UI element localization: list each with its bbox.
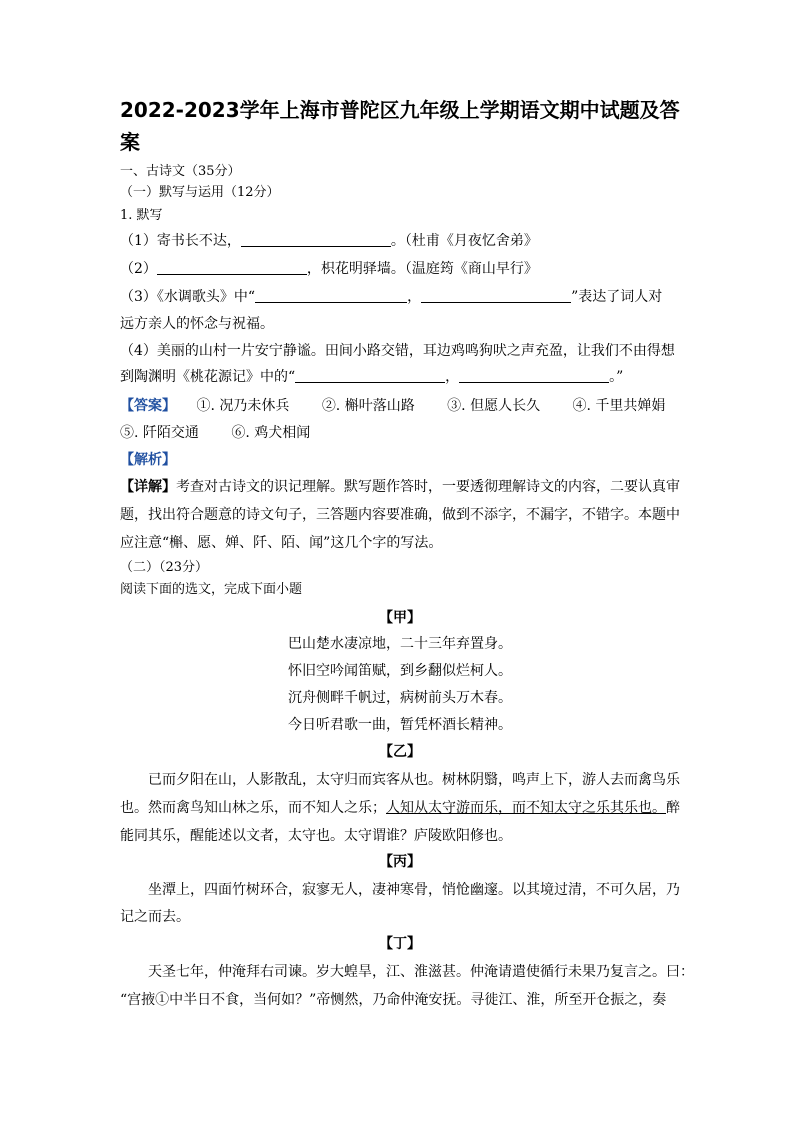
question-text: ”表达了词人对: [571, 289, 663, 305]
passage-heading-yi: 【乙】: [379, 744, 421, 760]
answer-item: ④. 千里共婵娟: [572, 398, 666, 414]
answer-item: ②. 槲叶落山路: [321, 398, 415, 414]
answer-row: [120, 396, 665, 416]
question-text: 。”: [609, 369, 624, 385]
answer-item: ⑤. 阡陌交通: [120, 425, 199, 441]
passage-text: 醉: [666, 800, 680, 816]
detail-line: 应注意“槲、愿、婵、阡、陌、闻”这几个字的写法。: [120, 535, 443, 551]
passage-line: “宫掖①中半日不食，当何如？”帝恻然，乃命仲淹安抚。寻徙江、淮，所至开仓振之，奏: [120, 992, 667, 1008]
analysis-label-text: 【解析】: [120, 452, 176, 468]
passage-line: 坐潭上，四面竹树环合，寂寥无人，凄神寒骨，悄怆幽邃。以其境过清，不可久居，乃: [148, 882, 680, 898]
question-line: [120, 231, 538, 251]
question-line: （4）美丽的山村一片安宁静谧。田间小路交错，耳边鸡鸣狗吠之声充盈，让我们不由得想: [120, 343, 675, 359]
question-line: [120, 367, 623, 387]
reading-prompt: 阅读下面的选文，完成下面小题: [120, 582, 303, 597]
question-text: 。（杜甫《月夜忆舍弟》: [390, 233, 538, 249]
passage-line: 天圣七年，仲淹拜右司谏。岁大蝗旱，江、淮滋甚。仲淹请遣使循行未果乃复言之。曰：: [148, 964, 694, 980]
question-text: （3）《水调歌头》中“: [120, 289, 256, 305]
subsection-heading: （二）（23分）: [120, 560, 209, 575]
question-line: 远方亲人的怀念与祝福。: [120, 316, 274, 332]
answer-label: 【答案】: [120, 398, 176, 414]
question-text: （2）: [120, 261, 157, 277]
passage-heading-bing: 【丙】: [379, 854, 421, 870]
passage-line: 能同其乐，醒能述以文者，太守也。太守谓谁？庐陵欧阳修也。: [120, 828, 512, 844]
answer-blank: [157, 260, 307, 275]
question-text: 到陶渊明《桃花源记》中的“: [120, 369, 296, 385]
passage-line: 已而夕阳在山，人影散乱，太守归而宾客从也。树林阴翳，鸣声上下，游人去而禽鸟乐: [148, 772, 680, 788]
answer-blank: [255, 288, 407, 303]
passage-line: [120, 798, 680, 818]
question-text: ，枳花明驿墙。（温庭筠《商山早行》: [306, 261, 538, 277]
document-title: 2022-2023学年上海市普陀区九年级上学期语文期中试题及答案: [120, 98, 680, 154]
passage-heading-jia: 【甲】: [379, 610, 421, 626]
answer-item: ⑥. 鸡犬相闻: [231, 425, 311, 441]
passage-text: 也。然而禽鸟知山林之乐，而不知人之乐；: [120, 800, 386, 816]
poem-line: 今日听君歌一曲，暂凭杯酒长精神。: [288, 717, 512, 733]
answer-blank: [295, 368, 445, 383]
detail-line: [120, 477, 680, 497]
answer-blank: [241, 232, 391, 247]
detail-line: 题，找出符合题意的诗文句子，三答题内容要准确，做到不添字，不漏字，不错字。本题中: [120, 507, 680, 523]
poem-line: 巴山楚水凄凉地，二十三年弃置身。: [288, 636, 512, 652]
question-text: ，: [407, 289, 422, 305]
question-line: [120, 287, 662, 307]
answer-item: ①. 况乃未休兵: [196, 398, 290, 414]
underlined-sentence: 人知从太守游而乐，而不知太守之乐其乐也。: [386, 800, 666, 816]
question-text: ，: [445, 369, 460, 385]
passage-line: 记之而去。: [120, 909, 190, 925]
detail-label: 【详解】: [120, 479, 176, 495]
answer-item: ③. 但愿人长久: [447, 398, 541, 414]
subsection-heading: （一）默写与运用（12分）: [120, 185, 280, 200]
poem-line: 沉舟侧畔千帆过，病树前头万木春。: [288, 690, 512, 706]
answer-blank: [421, 288, 571, 303]
section-heading: 一、古诗文（35分）: [120, 164, 241, 179]
answer-blank: [459, 368, 609, 383]
passage-heading-ding: 【丁】: [379, 936, 421, 952]
question-label: 1. 默写: [120, 208, 163, 223]
analysis-label: [120, 450, 176, 470]
answer-row: [120, 423, 310, 443]
detail-text: 考查对古诗文的识记理解。默写题作答时，一要透彻理解诗文的内容，二要认真审: [176, 479, 680, 495]
question-text: （1）寄书长不达，: [120, 233, 241, 249]
question-line: [120, 259, 538, 279]
poem-line: 怀旧空吟闻笛赋，到乡翻似烂柯人。: [288, 663, 512, 679]
